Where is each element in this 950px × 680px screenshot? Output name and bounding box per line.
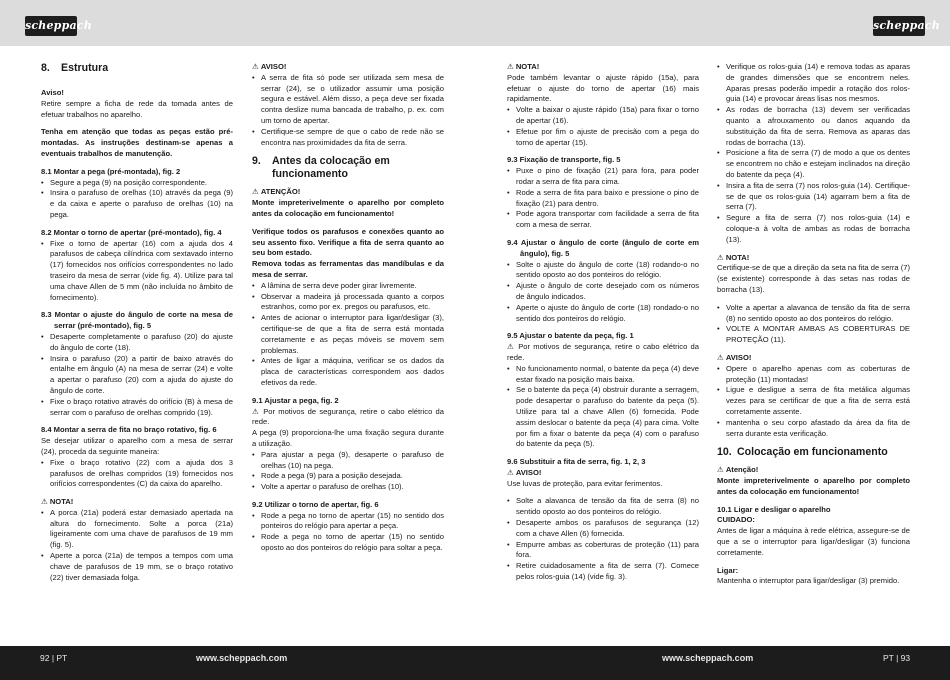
list-item: • Insira o parafuso (20) a partir de baixo através do entalhe em ângulo (A) na mesa de serrar (24) e volte a apertar o parafuso (20) com a ajuda do ajuste do ângulo de corte. (41, 354, 233, 397)
column-3 (507, 62, 699, 583)
list-item: • Aperte a porca (21a) de tempos a tempos com uma chave de parafusos de 19 mm, se o braço rotativo (22) tiver demasiada folga. (41, 551, 233, 583)
warning-triangle-icon: ⚠ (252, 187, 259, 197)
aviso-list (717, 364, 910, 440)
atencao-heading: ⚠ ATENÇÃO! (252, 187, 301, 197)
section-9-4-heading: 9.4 Ajustar o ângulo de corte (ângulo de corte em ângulo), fig. 5 (507, 237, 699, 258)
list-item: • Rode a pega no torno de apertar (15) no sentido dos ponteiros do relógio para apertar a peça. (252, 511, 444, 533)
ligar-text: Mantenha o interruptor para ligar/desligar (3) premido. (717, 576, 900, 586)
warning-triangle-icon: ⚠ (507, 467, 514, 477)
verify-text: Verifique todos os parafusos e conexões quanto ao seu assento fixo. Verifique a fita de serra quanto ao seu bom estado. (252, 226, 444, 258)
safety-note: ⚠ Por motivos de segurança, retire o cabo elétrico da rede. (252, 406, 445, 427)
list-item: • Pode agora transportar com facilidade a serra de fita com a mesa de serrar. (507, 209, 699, 231)
list-item: • Posicione a fita de serra (7) de modo a que os dentes se encontrem no chão e estejam inclinados na direção do batente da peça (4). (717, 148, 910, 180)
column-4 (717, 62, 910, 587)
list-item: • Retire cuidadosamente a fita de serra (7). Comece pelos rolos-guia (14) (vide fig. 3). (507, 561, 699, 583)
list-9-2 (252, 511, 444, 554)
checklist (252, 281, 444, 389)
list-item: • Segure a pega (9) na posição correspondente. (41, 178, 233, 189)
section-9-3-heading: 9.3 Fixação de transporte, fig. 5 (507, 155, 621, 165)
scheppach-logo-right: scheppach (873, 16, 925, 36)
nota-text: Certifique-se de que a direção da seta na fita de serra (7) (se existente) corresponde à das setas nas rodas de borracha (13). (717, 263, 910, 294)
list-8-1 (41, 178, 233, 221)
warning-triangle-icon: ⚠ (507, 342, 519, 352)
aviso-text: Retire sempre a ficha de rede da tomada antes de efetuar trabalhos no aparelho. (41, 98, 233, 119)
list-item: • Desaperte completamente o parafuso (20) do ajuste do ângulo de corte (18). (41, 332, 233, 354)
list-item: • Segure a fita de serra (7) nos rolos-guia (14) e coloque-a à volta de ambas as rodas de borracha (13). (717, 213, 910, 245)
atencao-text: Monte impreterivelmente o aparelho por completo antes da colocação em funcionamento! (717, 476, 910, 496)
warning-triangle-icon: ⚠ (252, 62, 259, 71)
list-item: • Volte a apertar a alavanca de tensão da fita de serra (8) no sentido oposto ao dos ponteiros do relógio. (717, 303, 910, 325)
column-1 (41, 62, 233, 583)
list-item: • A porca (21a) poderá estar demasiado apertada na altura do fornecimento. Solte a porca (21a) ligeiramente com uma chave de parafusos de 19 mm (fig. 5). (41, 508, 233, 551)
column-2 (252, 62, 444, 554)
list-9-5 (507, 364, 699, 450)
page-number-right: PT | 93 (883, 653, 911, 663)
list-8-3 (41, 332, 233, 418)
list-8-4 (41, 458, 233, 490)
list-item: • VOLTE A MONTAR AMBAS AS COBERTURAS DE PROTEÇÃO (11). (717, 324, 910, 346)
list-item: • Certifique-se sempre de que o cabo de rede não se encontra nas proximidades da fita de serra. (252, 127, 444, 149)
aviso-heading: ⚠ AVISO! (507, 467, 542, 477)
section-8-3-heading: 8.3 Montar o ajuste do ângulo de corte na mesa de serrar (pré-montado), fig. 5 (41, 310, 233, 331)
list-item: • No funcionamento normal, o batente da peça (4) deve estar fixado na posição mais baixa. (507, 364, 699, 386)
list-item: • Se o batente da peça (4) obstruir durante a serragem, pode desapertar o parafuso do batente da peça (5). Utilize para tal a chave Allen (6) fornecida. Pode assim deslocar o batente da peça (4) para cima. Volte por fim a fixar o batente da peça (4) com o parafuso do batente da peça (5). (507, 385, 699, 450)
list-item: • Ligue e desligue a serra de fita metálica algumas vezes para se certificar de que a fita de serra está corretamente assente. (717, 385, 910, 417)
aviso-label: Aviso! (41, 88, 64, 97)
section-9-2-heading: 9.2 Utilizar o torno de apertar, fig. 6 (252, 499, 379, 509)
list-9-1 (252, 450, 444, 493)
header-band (0, 0, 950, 46)
list-item: • Verifique os rolos-guia (14) e remova todas as aparas de grandes dimensões que se encontrem neles. Aparas presas poderão impedir a rotação dos rolos-guia (14) e provocar áreas lisas nos mesmos. (717, 62, 910, 105)
safety-note: ⚠ Por motivos de segurança, retire o cabo elétrico da rede. (507, 342, 700, 362)
nota-list (507, 105, 699, 148)
list-item: • Desaperte ambos os parafusos de segurança (12) com a chave Allen (6) fornecida. (507, 518, 699, 540)
section-9-heading: 9. Antes da colocação em funcionamento (252, 155, 390, 181)
section-8-4-heading: 8.4 Montar a serra de fita no braço rotativo, fig. 6 (41, 425, 217, 435)
list-item: • Antes de ligar a máquina, verificar se os dados da placa de características correspondem aos dados efetivos da rede. (252, 356, 444, 388)
list-9-4 (507, 260, 699, 325)
list-item: • Opere o aparelho apenas com as coberturas de proteção (11) montadas! (717, 364, 910, 386)
ligar-label: Ligar: (717, 565, 739, 575)
section-9-5-heading: 9.5 Ajustar o batente da peça, fig. 1 (507, 331, 634, 341)
section-8-2-heading: 8.2 Montar o torno de apertar (pré-montado), fig. 4 (41, 227, 222, 237)
atencao-text: Tenha em atenção que todas as peças estão pré-montadas. As instruções destinam-se apenas a eventuais trabalhos de manutenção. (41, 127, 233, 158)
list-item: • Antes de acionar o interruptor para ligar/desligar (3), certifique-se de que a fita de serra está montada corretamente e as peças móveis se movem sem problemas. (252, 313, 444, 356)
aviso-heading: ⚠ AVISO! (252, 62, 287, 71)
list-item: • Rode a pega no torno de apertar (15) no sentido oposto ao dos ponteiros do relógio para soltar a peça. (252, 532, 444, 554)
cuidado-label: CUIDADO: (717, 515, 755, 525)
list-item: • Fixe o braço rotativo (22) com a ajuda dos 3 parafusos de orelhas compridos (19) fornecidos nos orifícios correspondentes (C) da caixa do aparelho. (41, 458, 233, 490)
section-9-1-text: A pega (9) proporciona-lhe uma fixação segura durante a utilização. (252, 428, 444, 448)
warning-triangle-icon: ⚠ (41, 497, 48, 507)
list-item: • As rodas de borracha (13) devem ser verificadas quanto a afrouxamento ou danos aquando da substituição da fita de serra. Remova as aparas das rodas de borracha (13). (717, 105, 910, 148)
scheppach-logo-left: scheppach (25, 16, 77, 36)
list-item: • Rode a pega (9) para a posição desejada. (252, 471, 444, 482)
list-item: • Solte a alavanca de tensão da fita de serra (8) no sentido oposto ao dos ponteiros do relógio. (507, 496, 699, 518)
list-item: • Para ajustar a pega (9), desaperte o parafuso de orelhas (10) na pega. (252, 450, 444, 472)
aviso-list (252, 73, 444, 149)
list-item: • Volte a baixar o ajuste rápido (15a) para fixar o torno de apertar (16). (507, 105, 699, 127)
list-item: • A serra de fita só pode ser utilizada sem mesa de serrar (24), se o utilizador assumir uma posição segura e estável. Além disso, a peça deve ser fixada contra deslize numa bancada de trabalho, p. ex. com um torno de apertar. (252, 73, 444, 127)
list-item: • Insira a fita de serra (7) nos rolos-guia (14). Certifique-se de que os rolos-guia (14) agarram bem a fita de serra (7). (717, 181, 910, 213)
warning-triangle-icon: ⚠ (507, 62, 514, 71)
section-10-heading: 10. Colocação em funcionamento (717, 446, 888, 459)
warning-triangle-icon: ⚠ (717, 465, 724, 475)
nota-heading: ⚠ NOTA! (507, 62, 540, 71)
section-9-6-heading: 9.6 Substituir a fita de serra, fig. 1, 2, 3 (507, 457, 646, 467)
section-8-heading: 8. Estrutura (41, 62, 109, 74)
cuidado-text: Antes de ligar a máquina à rede elétrica, assegure-se de que a se o interruptor para ligar/desligar (3) funciona corretamente. (717, 526, 910, 557)
warning-triangle-icon: ⚠ (717, 352, 724, 362)
list-8-2 (41, 239, 233, 304)
warning-triangle-icon: ⚠ (717, 252, 724, 262)
section-9-1-heading: 9.1 Ajustar a pega, fig. 2 (252, 395, 339, 405)
list-item: • Solte o ajuste do ângulo de corte (18) rodando-o no sentido oposto ao dos ponteiros do relógio. (507, 260, 699, 282)
nota-list (41, 508, 233, 584)
website-link-right[interactable]: www.scheppach.com (662, 653, 754, 663)
list-9-6-continued (717, 62, 910, 246)
atencao-text: Monte impreterivelmente o aparelho por completo antes da colocação em funcionamento! (252, 198, 444, 218)
nota-heading: ⚠ NOTA! (717, 252, 750, 262)
list-9-6 (507, 496, 699, 582)
aviso-heading: ⚠ AVISO! (717, 352, 752, 362)
list-item: • Ajuste o ângulo de corte desejado com os números de ângulo indicados. (507, 281, 699, 303)
section-8-1-heading: 8.1 Montar a pega (pré-montada), fig. 2 (41, 166, 181, 176)
list-item: • Fixe o torno de apertar (16) com a ajuda dos 4 parafusos de cabeça cilíndrica com sextavado interno (17) fornecidos nos orifícios correspondentes no lado traseiro da mesa de serrar (vide fig. 4). Utilize para tal uma chave Allen de 5 mm (não incluída no âmbito de fornecimento). (41, 239, 233, 304)
section-10-1-heading: 10.1 Ligar e desligar o aparelho (717, 504, 831, 514)
page-number-left: 92 | PT (40, 653, 68, 663)
list-item: • Empurre ambas as coberturas de proteção (11) para fora. (507, 540, 699, 562)
list-item: • Rode a serra de fita para baixo e pressione o pino de fixação (21) para dentro. (507, 188, 699, 210)
list-item: • Fixe o braço rotativo através do orifício (B) à mesa de serrar com o parafuso de orelhas comprido (19). (41, 397, 233, 419)
section-8-4-text: Se desejar utilizar o aparelho com a mesa de serrar (24), proceda da seguinte maneira: (41, 436, 233, 456)
list-item: • Aperte o ajuste do ângulo de corte (18) rondado-o no sentido dos ponteiros do relógio. (507, 303, 699, 325)
footer-bar (0, 646, 950, 680)
list-item: • Puxe o pino de fixação (21) para fora, para poder rodar a serra de fita para cima. (507, 166, 699, 188)
website-link-left[interactable]: www.scheppach.com (196, 653, 288, 663)
nota-heading: ⚠ NOTA! (41, 497, 74, 507)
list-item: • Efetue por fim o ajuste de precisão com a pega do torno de apertar (15). (507, 127, 699, 149)
list-item: • mantenha o seu corpo afastado da área da fita de serra durante esta verificação. (717, 418, 910, 440)
list-item: • Volte a apertar o parafuso de orelhas (10). (252, 482, 444, 493)
list-item: • Insira o parafuso de orelhas (10) através da pega (9) e da caixa e aperte o parafuso de orelhas (10) na pega. (41, 188, 233, 220)
aviso-text: Use luvas de proteção, para evitar ferimentos. (507, 478, 663, 488)
atencao-heading: ⚠ Atenção! (717, 465, 759, 475)
nota-text: Pode também levantar o ajuste rápido (15a), para efetuar o ajuste do torno de apertar (16) mais rapidamente. (507, 72, 699, 104)
list-item: • Observar a madeira já processada quanto a corpos estranhos, como por ex. pregos ou parafusos, etc. (252, 292, 444, 314)
list-tension (717, 303, 910, 346)
remove-text: Remova todas as ferramentas das mandíbulas e da mesa de serrar. (252, 259, 444, 279)
list-item: • A lâmina de serra deve poder girar livremente. (252, 281, 444, 292)
list-9-3 (507, 166, 699, 231)
warning-triangle-icon: ⚠ (252, 406, 264, 416)
